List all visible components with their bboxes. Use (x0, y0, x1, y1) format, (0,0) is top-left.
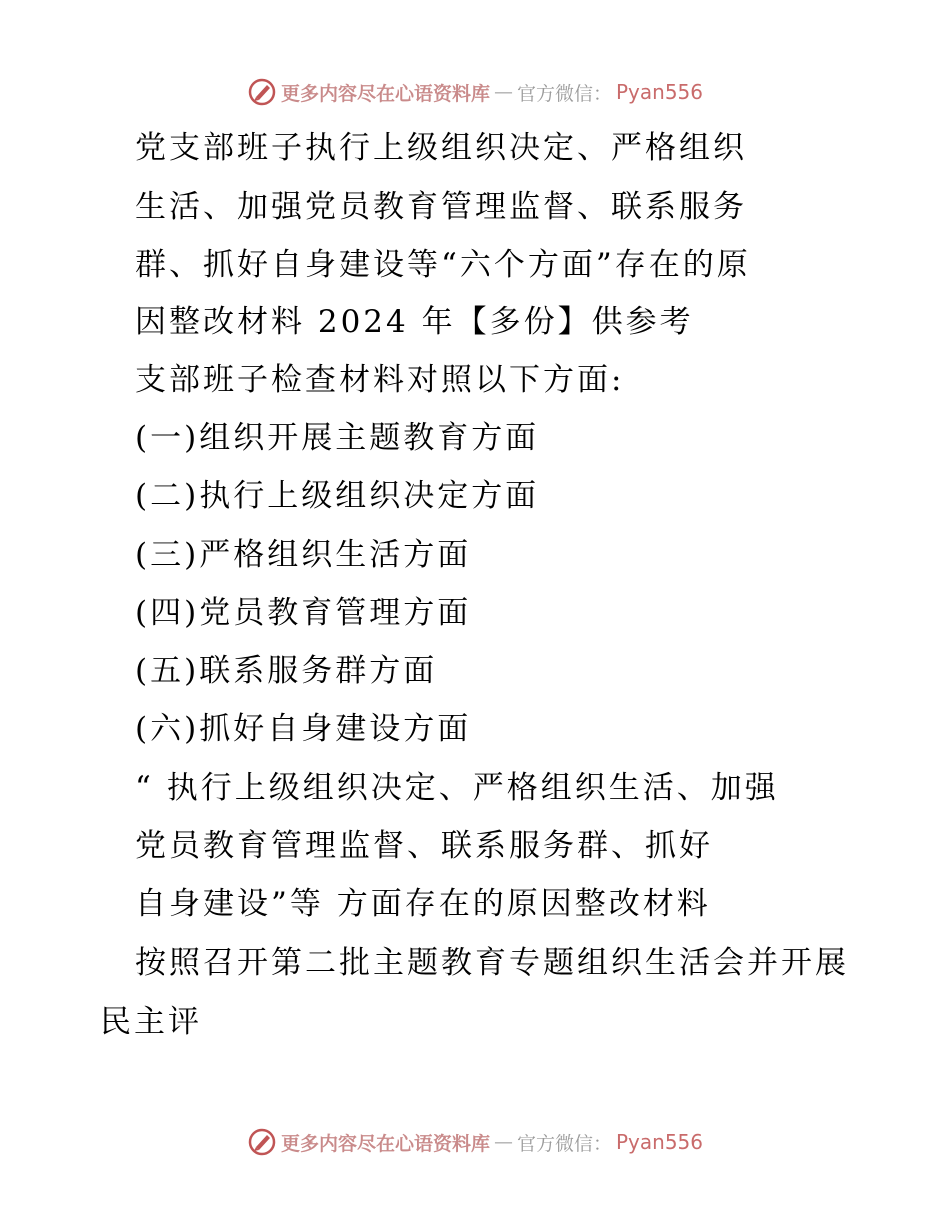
watermark-account: Pyan556 (616, 80, 704, 104)
list-item: (一)组织开展主题教育方面 (135, 420, 540, 456)
list-item: (六)抓好自身建设方面 (135, 711, 472, 747)
title-line-3: 群、抓好自身建设等“六个方面”存在的原 (135, 247, 751, 283)
subtitle-line-3: 自身建设”等 方面存在的原因整改材料 (135, 886, 711, 922)
watermark-site-name: 更多内容尽在心语资料库 (280, 82, 490, 105)
subtitle-line-1: “ 执行上级组织决定、严格组织生活、加强 (135, 770, 779, 806)
pen-logo-icon (247, 1127, 277, 1157)
watermark-contact-label: 官方微信： (516, 82, 612, 105)
title-line-2: 生活、加强党员教育管理监督、联系服务 (135, 189, 747, 225)
body-line-1: 按照召开第二批主题教育专题组织生活会并开展 (135, 945, 849, 981)
footer-watermark (0, 1122, 950, 1162)
title-line-4: 因整改材料 2024 年【多份】供参考 (135, 304, 694, 340)
list-item: (三)严格组织生活方面 (135, 537, 472, 573)
watermark-separator: — (493, 81, 513, 103)
subtitle-line-2: 党员教育管理监督、联系服务群、抓好 (135, 828, 713, 864)
intro-text: 支部班子检查材料对照以下方面: (135, 362, 625, 398)
title-line-1: 党支部班子执行上级组织决定、严格组织 (135, 130, 747, 166)
pen-logo-icon (247, 77, 277, 107)
watermark-contact-label: 官方微信： (516, 1132, 612, 1155)
list-item: (二)执行上级组织决定方面 (135, 478, 540, 514)
watermark-separator: — (493, 1131, 513, 1153)
header-watermark (0, 72, 950, 112)
list-item: (四)党员教育管理方面 (135, 595, 472, 631)
watermark-site-name: 更多内容尽在心语资料库 (280, 1132, 490, 1155)
body-line-2: 民主评 (100, 1004, 202, 1040)
watermark-account: Pyan556 (616, 1130, 704, 1154)
list-item: (五)联系服务群方面 (135, 653, 438, 689)
